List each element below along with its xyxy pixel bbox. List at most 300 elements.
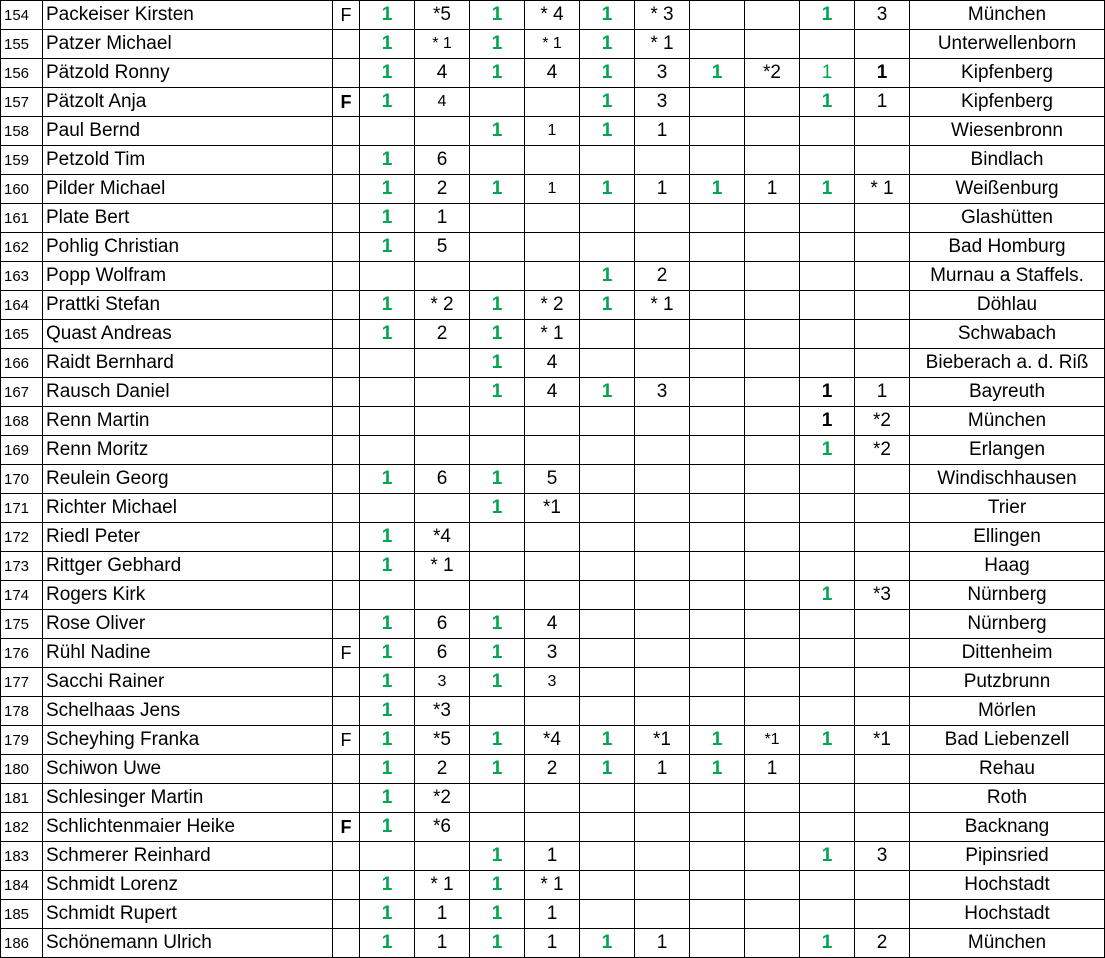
placement-cell: 1: [855, 59, 910, 88]
placement-cell: [745, 349, 800, 378]
placement-cell: [525, 523, 580, 552]
participation-marker-cell: 1: [800, 59, 855, 88]
participation-marker-cell: 1: [800, 407, 855, 436]
table-row: [1, 726, 1105, 755]
participation-marker-cell: [690, 697, 745, 726]
placement-cell: [745, 668, 800, 697]
table-row: [1, 349, 1105, 378]
placement-cell: 5: [415, 233, 470, 262]
participation-marker-cell: 1: [360, 552, 415, 581]
gender-cell: [333, 610, 360, 639]
participant-name-cell: Rittger Gebhard: [43, 552, 333, 581]
table-row: [1, 842, 1105, 871]
participation-marker-cell: [690, 30, 745, 59]
city-cell: Trier: [910, 494, 1105, 523]
participation-marker-cell: [580, 552, 635, 581]
participation-marker-cell: 1: [360, 175, 415, 204]
gender-cell: [333, 784, 360, 813]
table-row: [1, 59, 1105, 88]
row-number-cell: 177: [1, 668, 43, 697]
participation-marker-cell: 1: [800, 436, 855, 465]
placement-cell: [415, 407, 470, 436]
table-row: [1, 233, 1105, 262]
participation-marker-cell: 1: [360, 668, 415, 697]
placement-cell: * 1: [415, 871, 470, 900]
participation-marker-cell: [580, 204, 635, 233]
participation-marker-cell: [690, 581, 745, 610]
placement-cell: [855, 349, 910, 378]
participation-marker-cell: 1: [360, 59, 415, 88]
row-number-cell: 174: [1, 581, 43, 610]
placement-cell: [855, 552, 910, 581]
city-cell: Bad Liebenzell: [910, 726, 1105, 755]
placement-cell: [415, 117, 470, 146]
placement-cell: 1: [415, 900, 470, 929]
participant-name-cell: Renn Moritz: [43, 436, 333, 465]
city-cell: Bad Homburg: [910, 233, 1105, 262]
gender-cell: [333, 581, 360, 610]
participation-marker-cell: [800, 204, 855, 233]
placement-cell: [745, 581, 800, 610]
placement-cell: [525, 581, 580, 610]
participation-marker-cell: [470, 581, 525, 610]
placement-cell: [855, 755, 910, 784]
table-row: [1, 262, 1105, 291]
table-row: [1, 378, 1105, 407]
participation-marker-cell: [800, 697, 855, 726]
gender-cell: F: [333, 813, 360, 842]
participant-name-cell: Reulein Georg: [43, 465, 333, 494]
participation-marker-cell: 1: [690, 726, 745, 755]
placement-cell: * 1: [855, 175, 910, 204]
participation-marker-cell: 1: [360, 233, 415, 262]
placement-cell: [635, 320, 690, 349]
participation-marker-cell: 1: [470, 929, 525, 958]
participation-marker-cell: 1: [470, 175, 525, 204]
placement-cell: [855, 523, 910, 552]
table-row: [1, 929, 1105, 958]
table-row: [1, 610, 1105, 639]
city-cell: München: [910, 1, 1105, 30]
placement-cell: [745, 639, 800, 668]
table-row: [1, 1, 1105, 30]
city-cell: München: [910, 407, 1105, 436]
participation-marker-cell: [690, 1, 745, 30]
placement-cell: *2: [415, 784, 470, 813]
city-cell: Weißenburg: [910, 175, 1105, 204]
participant-name-cell: Schiwon Uwe: [43, 755, 333, 784]
table-row: [1, 465, 1105, 494]
participation-marker-cell: [360, 407, 415, 436]
placement-cell: [525, 233, 580, 262]
participation-marker-cell: 1: [360, 30, 415, 59]
participation-marker-cell: [690, 378, 745, 407]
row-number-cell: 157: [1, 88, 43, 117]
participation-marker-cell: 1: [690, 755, 745, 784]
participation-marker-cell: [580, 349, 635, 378]
placement-cell: *3: [855, 581, 910, 610]
participation-marker-cell: [580, 871, 635, 900]
placement-cell: 4: [415, 88, 470, 117]
participant-name-cell: Pätzold Ronny: [43, 59, 333, 88]
participation-marker-cell: 1: [470, 465, 525, 494]
placement-cell: [745, 697, 800, 726]
row-number-cell: 158: [1, 117, 43, 146]
participation-marker-cell: 1: [360, 146, 415, 175]
participant-name-cell: Schmidt Lorenz: [43, 871, 333, 900]
participation-marker-cell: 1: [580, 30, 635, 59]
participation-marker-cell: 1: [470, 30, 525, 59]
placement-cell: 4: [525, 610, 580, 639]
city-cell: Hochstadt: [910, 871, 1105, 900]
participation-marker-cell: 1: [800, 88, 855, 117]
placement-cell: [635, 204, 690, 233]
placement-cell: 6: [415, 465, 470, 494]
city-cell: München: [910, 929, 1105, 958]
participation-marker-cell: 1: [470, 291, 525, 320]
placement-cell: [745, 1, 800, 30]
placement-cell: [855, 871, 910, 900]
gender-cell: [333, 755, 360, 784]
placement-cell: [745, 88, 800, 117]
participation-marker-cell: [580, 320, 635, 349]
placement-cell: * 4: [525, 1, 580, 30]
table-row: [1, 320, 1105, 349]
table-row: [1, 871, 1105, 900]
participation-marker-cell: [800, 146, 855, 175]
row-number-cell: 185: [1, 900, 43, 929]
table-body: [1, 1, 1105, 958]
participant-name-cell: Packeiser Kirsten: [43, 1, 333, 30]
participation-marker-cell: [800, 639, 855, 668]
city-cell: Wiesenbronn: [910, 117, 1105, 146]
participation-marker-cell: [580, 581, 635, 610]
participant-name-cell: Schlichtenmaier Heike: [43, 813, 333, 842]
participation-marker-cell: 1: [470, 726, 525, 755]
participation-marker-cell: [470, 88, 525, 117]
participation-marker-cell: 1: [470, 639, 525, 668]
table-row: [1, 30, 1105, 59]
gender-cell: [333, 378, 360, 407]
placement-cell: 6: [415, 639, 470, 668]
placement-cell: [525, 262, 580, 291]
row-number-cell: 164: [1, 291, 43, 320]
participation-marker-cell: [800, 755, 855, 784]
placement-cell: [745, 262, 800, 291]
placement-cell: [855, 117, 910, 146]
gender-cell: F: [333, 639, 360, 668]
placement-cell: [635, 436, 690, 465]
row-number-cell: 179: [1, 726, 43, 755]
participation-marker-cell: [800, 291, 855, 320]
placement-cell: [415, 262, 470, 291]
participation-marker-cell: 1: [800, 929, 855, 958]
participant-name-cell: Rogers Kirk: [43, 581, 333, 610]
placement-cell: [525, 146, 580, 175]
participation-marker-cell: [800, 610, 855, 639]
gender-cell: [333, 668, 360, 697]
gender-cell: [333, 465, 360, 494]
participation-marker-cell: 1: [470, 117, 525, 146]
placement-cell: [855, 610, 910, 639]
placement-cell: * 1: [415, 30, 470, 59]
participation-marker-cell: [360, 842, 415, 871]
participation-marker-cell: [800, 262, 855, 291]
row-number-cell: 156: [1, 59, 43, 88]
placement-cell: 3: [855, 842, 910, 871]
participant-name-cell: Quast Andreas: [43, 320, 333, 349]
placement-cell: [635, 697, 690, 726]
participant-name-cell: Schlesinger Martin: [43, 784, 333, 813]
city-cell: Dittenheim: [910, 639, 1105, 668]
participant-name-cell: Rose Oliver: [43, 610, 333, 639]
participation-marker-cell: 1: [360, 697, 415, 726]
placement-cell: [855, 465, 910, 494]
placement-cell: [745, 117, 800, 146]
participation-marker-cell: [360, 581, 415, 610]
row-number-cell: 173: [1, 552, 43, 581]
row-number-cell: 186: [1, 929, 43, 958]
participation-marker-cell: 1: [360, 465, 415, 494]
participant-name-cell: Schmerer Reinhard: [43, 842, 333, 871]
city-cell: Haag: [910, 552, 1105, 581]
city-cell: Murnau a Staffels.: [910, 262, 1105, 291]
participation-marker-cell: 1: [800, 1, 855, 30]
gender-cell: [333, 900, 360, 929]
participation-marker-cell: [580, 639, 635, 668]
participant-name-cell: Petzold Tim: [43, 146, 333, 175]
participation-marker-cell: [690, 204, 745, 233]
placement-cell: [415, 349, 470, 378]
participant-name-cell: Prattki Stefan: [43, 291, 333, 320]
placement-cell: [635, 813, 690, 842]
gender-cell: [333, 552, 360, 581]
participation-marker-cell: [580, 494, 635, 523]
participation-marker-cell: [690, 784, 745, 813]
participation-marker-cell: 1: [580, 175, 635, 204]
participation-marker-cell: 1: [690, 59, 745, 88]
participation-marker-cell: 1: [580, 59, 635, 88]
participation-marker-cell: [470, 233, 525, 262]
city-cell: Erlangen: [910, 436, 1105, 465]
participation-marker-cell: [470, 523, 525, 552]
participation-marker-cell: [690, 320, 745, 349]
participation-marker-cell: [360, 494, 415, 523]
city-cell: Döhlau: [910, 291, 1105, 320]
placement-cell: 1: [635, 175, 690, 204]
table-row: [1, 175, 1105, 204]
placement-cell: [745, 900, 800, 929]
city-cell: Bindlach: [910, 146, 1105, 175]
participation-marker-cell: [690, 929, 745, 958]
participation-marker-cell: 1: [360, 320, 415, 349]
gender-cell: [333, 349, 360, 378]
placement-cell: [415, 581, 470, 610]
placement-cell: [855, 639, 910, 668]
placement-cell: 1: [855, 378, 910, 407]
row-number-cell: 155: [1, 30, 43, 59]
participation-marker-cell: [470, 784, 525, 813]
city-cell: Glashütten: [910, 204, 1105, 233]
placement-cell: [745, 378, 800, 407]
gender-cell: [333, 436, 360, 465]
participation-marker-cell: 1: [580, 726, 635, 755]
gender-cell: [333, 262, 360, 291]
row-number-cell: 163: [1, 262, 43, 291]
participation-marker-cell: [360, 349, 415, 378]
table-row: [1, 494, 1105, 523]
placement-cell: [745, 436, 800, 465]
placement-cell: 1: [525, 900, 580, 929]
participation-marker-cell: [690, 291, 745, 320]
gender-cell: F: [333, 88, 360, 117]
placement-cell: *3: [415, 697, 470, 726]
placement-cell: 1: [525, 117, 580, 146]
participation-marker-cell: [690, 233, 745, 262]
placement-cell: * 1: [525, 871, 580, 900]
table-row: [1, 813, 1105, 842]
placement-cell: [745, 146, 800, 175]
participation-marker-cell: [800, 552, 855, 581]
participation-marker-cell: [470, 436, 525, 465]
row-number-cell: 176: [1, 639, 43, 668]
placement-cell: 3: [525, 668, 580, 697]
participation-marker-cell: 1: [470, 494, 525, 523]
placement-cell: 1: [415, 929, 470, 958]
placement-cell: [525, 813, 580, 842]
placement-cell: [745, 30, 800, 59]
participation-marker-cell: 1: [690, 175, 745, 204]
participation-marker-cell: 1: [470, 59, 525, 88]
placement-cell: [635, 407, 690, 436]
participation-marker-cell: 1: [470, 1, 525, 30]
placement-cell: [635, 552, 690, 581]
participant-name-cell: Sacchi Rainer: [43, 668, 333, 697]
participation-marker-cell: [470, 697, 525, 726]
participation-marker-cell: [800, 784, 855, 813]
participation-marker-cell: 1: [360, 726, 415, 755]
row-number-cell: 181: [1, 784, 43, 813]
placement-cell: 6: [415, 146, 470, 175]
city-cell: Mörlen: [910, 697, 1105, 726]
placement-cell: [635, 233, 690, 262]
participant-name-cell: Renn Martin: [43, 407, 333, 436]
placement-cell: [415, 378, 470, 407]
placement-cell: [415, 842, 470, 871]
placement-cell: [745, 813, 800, 842]
placement-cell: 5: [525, 465, 580, 494]
participation-marker-cell: 1: [580, 117, 635, 146]
placement-cell: [635, 146, 690, 175]
placement-cell: [855, 146, 910, 175]
placement-cell: [855, 233, 910, 262]
gender-cell: [333, 204, 360, 233]
placement-cell: 2: [415, 175, 470, 204]
participation-marker-cell: [690, 262, 745, 291]
placement-cell: [855, 813, 910, 842]
table-row: [1, 552, 1105, 581]
placement-cell: 1: [855, 88, 910, 117]
table-row: [1, 117, 1105, 146]
placement-cell: 1: [635, 117, 690, 146]
placement-cell: [415, 494, 470, 523]
placement-cell: [855, 30, 910, 59]
placement-cell: [525, 552, 580, 581]
placement-cell: *2: [855, 407, 910, 436]
participation-marker-cell: [690, 871, 745, 900]
participation-marker-cell: 1: [580, 929, 635, 958]
row-number-cell: 154: [1, 1, 43, 30]
gender-cell: [333, 842, 360, 871]
placement-cell: [855, 291, 910, 320]
participation-marker-cell: 1: [360, 929, 415, 958]
placement-cell: *5: [415, 726, 470, 755]
row-number-cell: 160: [1, 175, 43, 204]
gender-cell: [333, 117, 360, 146]
participation-marker-cell: [690, 842, 745, 871]
participation-marker-cell: [800, 871, 855, 900]
participation-marker-cell: [690, 610, 745, 639]
city-cell: Unterwellenborn: [910, 30, 1105, 59]
placement-cell: 1: [525, 842, 580, 871]
placement-cell: [635, 871, 690, 900]
table-row: [1, 755, 1105, 784]
participation-marker-cell: [690, 668, 745, 697]
participation-marker-cell: 1: [360, 871, 415, 900]
row-number-cell: 184: [1, 871, 43, 900]
placement-cell: 3: [415, 668, 470, 697]
participation-marker-cell: 1: [470, 900, 525, 929]
table-row: [1, 900, 1105, 929]
participation-marker-cell: 1: [580, 291, 635, 320]
participation-marker-cell: [690, 146, 745, 175]
participation-marker-cell: [800, 30, 855, 59]
placement-cell: [745, 291, 800, 320]
placement-cell: [745, 233, 800, 262]
placement-cell: [635, 668, 690, 697]
participation-marker-cell: [800, 349, 855, 378]
table-row: [1, 88, 1105, 117]
participation-marker-cell: 1: [360, 291, 415, 320]
participation-marker-cell: [360, 262, 415, 291]
gender-cell: [333, 929, 360, 958]
participation-marker-cell: [800, 523, 855, 552]
city-cell: Bieberach a. d. Riß: [910, 349, 1105, 378]
row-number-cell: 168: [1, 407, 43, 436]
placement-cell: 2: [525, 755, 580, 784]
participation-marker-cell: [800, 233, 855, 262]
participation-marker-cell: [580, 436, 635, 465]
participation-marker-cell: [800, 465, 855, 494]
row-number-cell: 166: [1, 349, 43, 378]
participation-marker-cell: [690, 465, 745, 494]
placement-cell: [855, 668, 910, 697]
placement-cell: *4: [415, 523, 470, 552]
placement-cell: [635, 842, 690, 871]
participation-marker-cell: 1: [360, 610, 415, 639]
gender-cell: [333, 233, 360, 262]
placement-cell: *1: [745, 726, 800, 755]
participation-marker-cell: 1: [360, 639, 415, 668]
participation-marker-cell: [360, 378, 415, 407]
participation-marker-cell: 1: [470, 610, 525, 639]
placement-cell: [635, 900, 690, 929]
participation-marker-cell: 1: [580, 378, 635, 407]
placement-cell: [635, 610, 690, 639]
row-number-cell: 182: [1, 813, 43, 842]
placement-cell: [525, 88, 580, 117]
participant-name-cell: Raidt Bernhard: [43, 349, 333, 378]
